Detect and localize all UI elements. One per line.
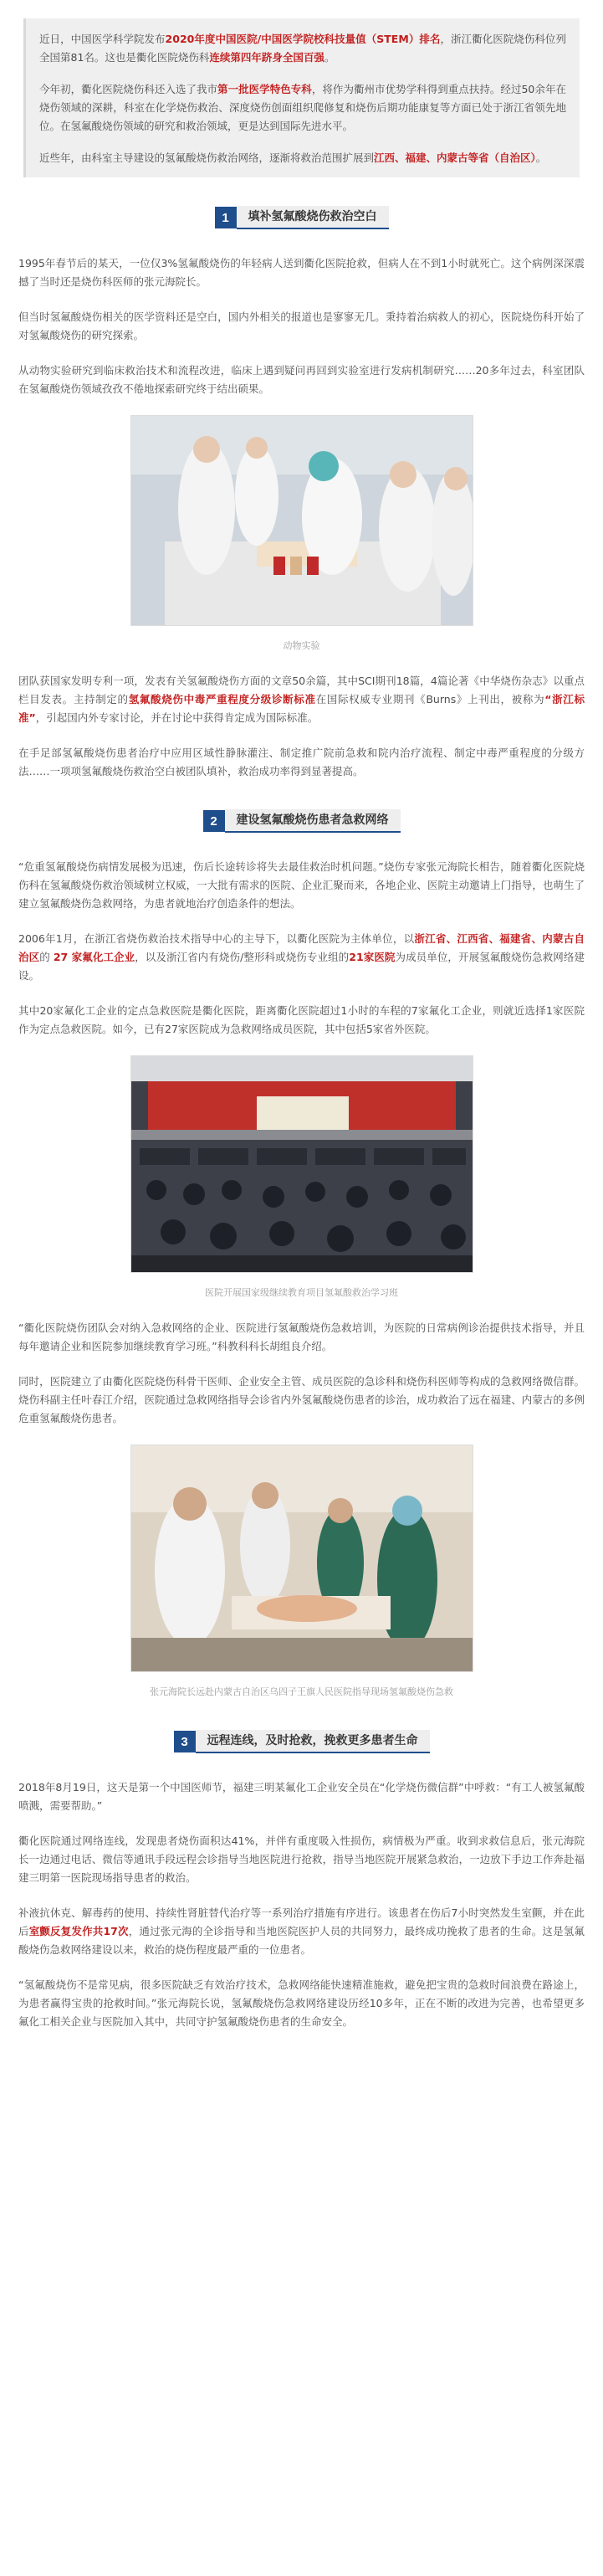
text: 团队获国家发明专利一项，发表有关氢氟酸烧伤方面的文章50余篇，其中SCI期刊18篇，4篇论著《中华烧伤杂志》以重点栏目发表。主持制定的 — [18, 675, 585, 706]
highlight-text: “浙江标准” — [18, 693, 585, 724]
section-number: 3 — [174, 1731, 196, 1752]
section-body — [18, 858, 585, 1701]
paragraph: 从动物实验研究到临床救治技术和流程改进，临床上遇到疑问再回到实验室进行发病机制研究……20多年过去，科室团队在氢氟酸烧伤领域孜孜不倦地探索研究终于结出硕果。 — [18, 364, 585, 395]
section-title: 远程连线，及时抢救，挽救更多患者生命 — [196, 1730, 430, 1753]
text: ，以及浙江省内有烧伤/整形科或烧伤专业组的 — [135, 951, 350, 963]
text: 2006年1月，在浙江省烧伤救治技术指导中心的主导下，以衢化医院为主体单位，以 — [18, 932, 415, 945]
article — [0, 18, 603, 2081]
paragraph: “衢化医院烧伤团队会对纳入急救网络的企业、医院进行氢氟酸烧伤急救培训，为医院的日常病例诊治提供技术指导，并且每年邀请企业和医院参加继续教育学习班。”科教科科长胡组良介绍。 — [18, 1321, 585, 1352]
text: 。 — [535, 151, 547, 164]
text: 的 — [39, 951, 54, 963]
highlight-text: 21家医院 — [349, 951, 396, 963]
figure-caption: 医院开展国家级继续教育项目氢氟酸救治学习班 — [205, 1287, 398, 1298]
paragraph: 2018年8月19日，这天是第一个中国医师节，福建三明某氟化工企业安全员在“化学烧伤微信群”中呼救：“有工人被氢氟酸喷溅，需要帮助。” — [18, 1781, 585, 1812]
animal-experiment-photo — [130, 415, 473, 626]
section-title: 填补氢氟酸烧伤救治空白 — [237, 206, 389, 229]
figure-caption: 张元海院长远赴内蒙古自治区乌四子王旗人民医院指导现场氢氟酸烧伤急救 — [150, 1686, 453, 1697]
section-body — [18, 1778, 585, 2031]
text: ，浙江衢化医院烧伤科位列全国第81名。这也是衢化医院烧伤科 — [39, 33, 566, 64]
photo-illustration — [131, 416, 473, 625]
text: 在国际权威专业期刊《Burns》上刊出，被称为 — [315, 693, 545, 706]
paragraph: “氢氟酸烧伤不是常见病，很多医院缺乏有效治疗技术，急救网络能快速精准施救，避免把宝贵的急救时间浪费在路途上，为患者赢得宝贵的抢救时间。”张元海院长说，氢氟酸烧伤急救网络建设历经10多年，正在不断的改进为完善，也希望更多氟化工相关企业与医院加入其中，共同守护氢氟酸烧伤患者的生命安全。 — [18, 1978, 585, 2028]
section-heading — [0, 1730, 603, 1753]
highlight-text: 室颤反复发作共17次 — [28, 1925, 129, 1937]
page-bottom-spacer — [0, 2048, 603, 2081]
highlight-text: 第一批医学特色专科 — [217, 83, 312, 95]
photo-illustration — [131, 1056, 473, 1272]
figure — [18, 1055, 585, 1302]
photo-illustration — [131, 1445, 473, 1671]
paragraph — [18, 1904, 585, 1959]
intro-paragraph — [39, 30, 566, 67]
section-heading — [0, 809, 603, 833]
text: 为成员单位，开展氢氟酸烧伤急救网络建设。 — [18, 951, 585, 982]
training-class-photo — [130, 1055, 473, 1273]
paragraph: 衢化医院通过网络连线，发现患者烧伤面积达41%，并伴有重度吸入性损伤，病情极为严重。收到求救信息后，张元海院长一边通过电话、微信等通讯手段远程会诊指导当地医院进行抢救，指导当地医院开展紧急救治，一边放下手边工作奔赴福建三明第一医院现场指导患者的救治。 — [18, 1835, 585, 1884]
intro-paragraph — [39, 80, 566, 136]
paragraph: 但当时氢氟酸烧伤相关的医学资料还是空白，国内外相关的报道也是寥寥无几。秉持着治病救人的初心，医院烧伤科开始了对氢氟酸烧伤的研究探索。 — [18, 310, 585, 341]
text: 近日，中国医学科学院发布 — [39, 33, 166, 45]
text: 补液抗休克、解毒药的使用、持续性肾脏替代治疗等一系列治疗措施有序进行。该患者在伤后7小时突然发生室颤，并在此后 — [18, 1906, 585, 1937]
highlight-text: 浙江省、江西省、福建省、内蒙古自治区 — [18, 932, 585, 963]
paragraph: 在手足部氢氟酸烧伤患者治疗中应用区域性静脉灌注、制定推广院前急救和院内治疗流程、制定中毒严重程度的分级方法……一项项氢氟酸烧伤救治空白被团队填补，救治成功率得到显著提高。 — [18, 747, 585, 777]
paragraph: “危重氢氟酸烧伤病情发展极为迅速，伤后长途转诊将失去最佳救治时机问题。”烧伤专家张元海院长相告，随着衢化医院烧伤科在氢氟酸烧伤救治领域树立权威，一大批有需求的医院、企业汇聚而来，各地企业、医院主动邀请上门指导，也萌生了建立氢氟酸烧伤急救网络，为患者就地治疗创造条件的想法。 — [18, 860, 585, 910]
section-number: 1 — [215, 207, 237, 228]
section-number: 2 — [203, 810, 225, 832]
text: ，引起国内外专家讨论，并在讨论中获得肯定成为国际标准。 — [35, 711, 319, 724]
highlight-text: 2020年度中国医院/中国医学院校科技量值（STEM）排名 — [165, 33, 441, 45]
text: ，将作为衢州市优势学科得到重点扶持。经过50余年在烧伤领域的深耕，科室在化学烧伤救治、深度烧伤创面组织爬修复和烧伤后期功能康复等方面已处于浙江省领先地位。在氢氟酸烧伤领域的研究和救治领域，更是达到国际先进水平。 — [39, 83, 566, 132]
intro-box — [23, 18, 580, 177]
figure — [18, 415, 585, 655]
highlight-text: 连续第四年跻身全国百强 — [209, 51, 324, 64]
section-title: 建设氢氟酸烧伤患者急救网络 — [225, 809, 401, 833]
text: 今年初，衢化医院烧伤科还入选了我市 — [39, 83, 218, 95]
text: 近些年，由科室主导建设的氢氟酸烧伤救治网络，逐渐将救治范围扩展到 — [39, 151, 375, 164]
text: 。 — [324, 51, 335, 64]
section-heading — [0, 206, 603, 229]
paragraph — [18, 930, 585, 985]
highlight-text: 氢氟酸烧伤中毒严重程度分级诊断标准 — [128, 693, 316, 706]
figure-caption: 动物实验 — [283, 640, 320, 651]
paragraph: 其中20家氟化工企业的定点急救医院是衢化医院，距离衢化医院超过1小时的车程的7家氟化工企业，则就近选择1家医院作为定点急救医院。如今，已有27家医院成为急救网络成员医院，其中包括5家省外医院。 — [18, 1004, 585, 1035]
figure — [18, 1445, 585, 1701]
section-body — [18, 254, 585, 781]
intro-paragraph — [39, 149, 566, 167]
field-emergency-photo — [130, 1445, 473, 1672]
paragraph — [18, 672, 585, 727]
paragraph: 同时，医院建立了由衢化医院烧伤科骨干医师、企业安全主管、成员医院的急诊科和烧伤科医师等构成的急救网络微信群。烧伤科副主任叶春江介绍，医院通过急救网络指导会诊省内外氢氟酸烧伤患者的诊治，成功救治了远在福建、内蒙古的多例危重氢氟酸烧伤患者。 — [18, 1375, 585, 1424]
highlight-text: 27 家氟化工企业 — [53, 951, 135, 963]
highlight-text: 江西、福建、内蒙古等省（自治区） — [374, 151, 536, 164]
paragraph: 1995年春节后的某天，一位仅3%氢氟酸烧伤的年轻病人送到衢化医院抢救，但病人在不到1小时就死亡。这个病例深深震撼了当时还是烧伤科医师的张元海院长。 — [18, 257, 585, 288]
text: ，通过张元海的全诊指导和当地医院医护人员的共同努力，最终成功挽救了患者的生命。这是氢氟酸烧伤急救网络建设以来，救治的烧伤程度最严重的一位患者。 — [18, 1925, 585, 1956]
